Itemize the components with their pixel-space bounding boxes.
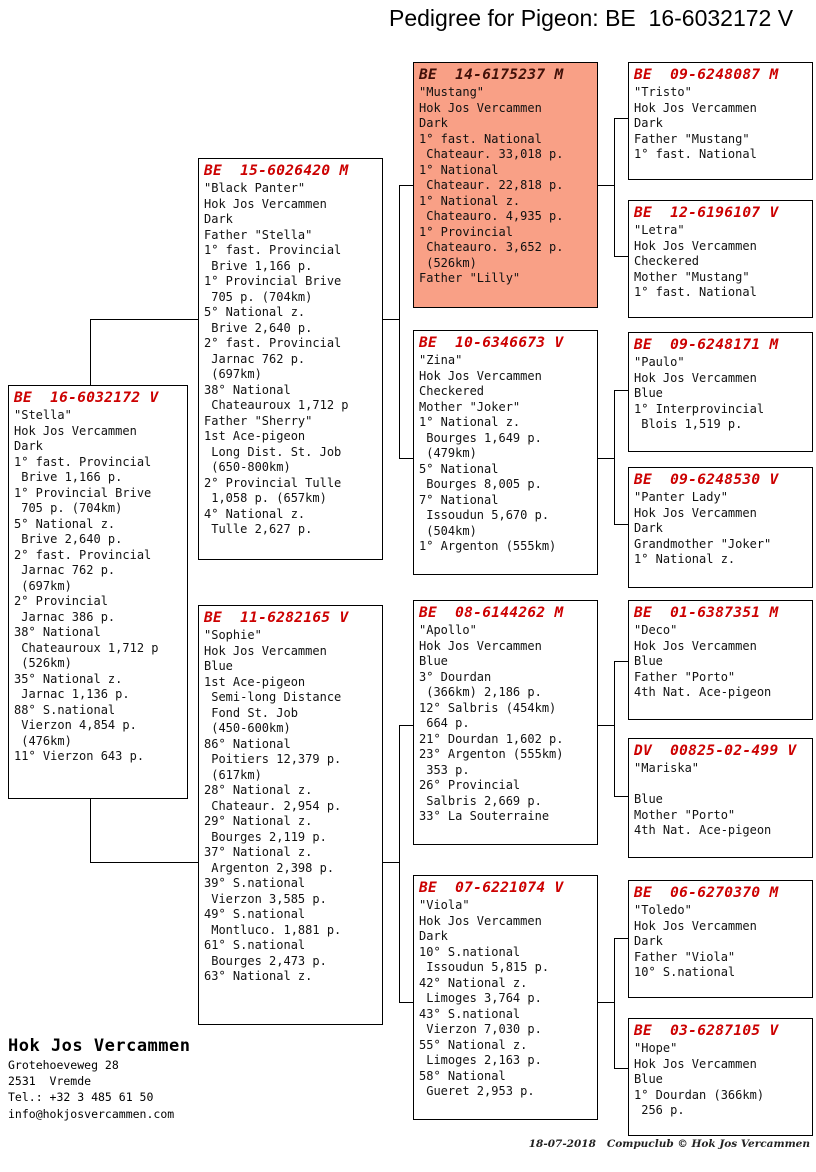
pedigree-connector-line (614, 390, 615, 525)
pedigree-text-line: Limoges 2,163 p. (419, 1053, 542, 1067)
pedigree-text-line: 1° Dourdan (366km) (634, 1087, 765, 1102)
pedigree-text-line: Brive 1,166 p. (14, 470, 123, 484)
ring-number: BE 14-6175237 M (419, 67, 564, 83)
pedigree-text-line: Fond St. Job (204, 705, 298, 720)
pedigree-text-line: "Hope" (634, 1041, 678, 1055)
loft-street: Grotehoeveweg 28 (8, 1058, 119, 1072)
pedigree-text-line: 2° Provincial Tulle (204, 475, 342, 490)
pedigree-text-line: Brive 2,640 p. (204, 320, 313, 335)
pedigree-text-line: Jarnac 762 p. (14, 563, 116, 577)
pedigree-text-line: Blue (634, 654, 663, 668)
ring-number: BE 16-6032172 V (14, 390, 159, 406)
ring-number: BE 06-6270370 M (634, 885, 779, 901)
pedigree-text-line: (476km) (14, 733, 72, 748)
pedigree-text-line: Hok Jos Vercammen (634, 370, 757, 385)
loft-phone: Tel.: +32 3 485 61 50 (8, 1090, 154, 1105)
pedigree-text-line: 86° National (204, 736, 291, 751)
pedigree-box-panterlady (628, 467, 813, 588)
pedigree-text-line: 1° fast. Provincial (204, 243, 342, 257)
pedigree-connector-line (399, 725, 400, 1003)
pedigree-text-line: (366km) 2,186 p. (419, 685, 542, 699)
pedigree-connector-line (614, 661, 615, 797)
pedigree-text-line: Montluco. 1,881 p. (204, 922, 342, 937)
pedigree-text-line: Chateaur. 22,818 p. (419, 178, 564, 192)
pedigree-text-line: 29° National z. (204, 814, 313, 828)
pedigree-text-line: "Mariska" (634, 761, 700, 775)
pedigree-text-line: Blue (634, 1072, 663, 1086)
pedigree-text-line: Checkered (634, 254, 700, 268)
pedigree-text-line: (697km) (14, 578, 72, 593)
pedigree-connector-line (614, 661, 628, 662)
pedigree-text-line: "Deco" (634, 623, 678, 637)
pedigree-box-blackpanter (198, 158, 383, 560)
pedigree-text-line: 35° National z. (14, 671, 123, 686)
pedigree-connector-line (90, 319, 198, 320)
pedigree-text-line: 1° National z. (634, 552, 736, 566)
pedigree-connector-line (598, 185, 614, 186)
pedigree-text-line: 11° Vierzon 643 p. (14, 749, 145, 763)
pedigree-box-apollo (413, 600, 598, 845)
pedigree-text-line: Poitiers 12,379 p. (204, 752, 342, 766)
pedigree-text-line: 1° fast. National (419, 131, 542, 146)
pedigree-connector-line (399, 725, 413, 726)
pedigree-box-viola (413, 875, 598, 1120)
ring-number: BE 10-6346673 V (419, 335, 564, 351)
pedigree-text-line: Chateaur. 2,954 p. (204, 798, 342, 813)
pedigree-text-line: Hok Jos Vercammen (634, 638, 757, 653)
pedigree-text-line: 256 p. (634, 1103, 685, 1117)
pedigree-connector-line (383, 862, 399, 863)
loft-contact (8, 1036, 191, 1122)
pedigree-text-line: 5° National z. (204, 305, 306, 319)
ring-number: BE 09-6248087 M (634, 67, 779, 83)
pedigree-box-zina (413, 330, 598, 575)
page-title: Pedigree for Pigeon: BE 16-6032172 V (389, 5, 794, 31)
pedigree-text-line: 1st Ace-pigeon (204, 674, 306, 689)
pedigree-box-mustang (413, 62, 598, 308)
pedigree-connector-line (614, 256, 628, 257)
pedigree-text-line: Limoges 3,764 p. (419, 991, 542, 1005)
ring-number: BE 01-6387351 M (634, 605, 779, 621)
pedigree-text-line: "Sophie" (204, 628, 262, 642)
pedigree-text-line: Semi-long Distance (204, 690, 342, 704)
pedigree-text-line: (479km) (419, 446, 477, 460)
pedigree-text-line: 10° S.national (419, 944, 521, 959)
pedigree-text-line: Chateaur. 33,018 p. (419, 147, 564, 161)
pedigree-text-line: 5° National z. (14, 516, 116, 531)
pedigree-text-line: Jarnac 762 p. (204, 351, 306, 366)
pedigree-text-line: Hok Jos Vercammen (419, 368, 542, 383)
pedigree-text-line: 39° S.national (204, 876, 306, 890)
loft-name: Hok Jos Vercammen (8, 1036, 191, 1056)
pedigree-connector-line (399, 185, 413, 186)
pedigree-box-mariska (628, 738, 813, 858)
pedigree-text-line: 353 p. (419, 762, 470, 777)
pedigree-text-line: Hok Jos Vercammen (419, 913, 542, 928)
pedigree-text-line: Blue (419, 654, 448, 668)
pedigree-text-line: 1° National z. (419, 415, 521, 429)
pedigree-text-line: 63° National z. (204, 969, 313, 983)
pedigree-box-sophie (198, 605, 383, 1025)
pedigree-text-line: 38° National (204, 382, 291, 397)
pedigree-text-line: 23° Argenton (555km) (419, 747, 564, 761)
pedigree-text-line: 43° S.national (419, 1006, 521, 1021)
pedigree-text-line: 42° National z. (419, 975, 528, 990)
pedigree-connector-line (598, 725, 614, 726)
pedigree-text-line: Hok Jos Vercammen (204, 196, 327, 211)
pedigree-text-line: Dark (634, 116, 663, 130)
pedigree-connector-line (399, 458, 413, 459)
pedigree-text-line: Mother "Mustang" (634, 269, 750, 284)
pedigree-text-line: Dark (419, 116, 448, 130)
pedigree-text-line: Father "Stella" (204, 227, 313, 242)
pedigree-text-line: 21° Dourdan 1,602 p. (419, 731, 564, 746)
pedigree-text-line: Hok Jos Vercammen (634, 100, 757, 115)
pedigree-text-line: "Black Panter" (204, 181, 306, 195)
pedigree-text-line: 58° National (419, 1068, 506, 1083)
pedigree-text-line: Issoudun 5,670 p. (419, 508, 550, 522)
pedigree-connector-line (383, 319, 399, 320)
pedigree-box-tristo (628, 62, 813, 180)
pedigree-text-line: Chateauro. 4,935 p. (419, 209, 564, 223)
pedigree-text-line: Dark (14, 439, 43, 453)
pedigree-text-line: "Zina" (419, 353, 463, 367)
pedigree-text-line: "Letra" (634, 223, 685, 237)
pedigree-text-line: Grandmother "Joker" (634, 536, 772, 551)
pedigree-text-line: "Tristo" (634, 85, 692, 99)
pedigree-connector-line (399, 185, 400, 459)
pedigree-text-line: Blois 1,519 p. (634, 417, 743, 431)
pedigree-text-line: 4th Nat. Ace-pigeon (634, 685, 772, 699)
pedigree-text-line: (526km) (14, 656, 72, 670)
pedigree-text-line: 88° S.national (14, 702, 116, 717)
pedigree-text-line: 705 p. (704km) (204, 289, 313, 304)
pedigree-text-line: Chateauroux 1,712 p (14, 640, 159, 655)
pedigree-text-line: Mother "Porto" (634, 807, 736, 822)
pedigree-text-line: 38° National (14, 625, 101, 639)
pedigree-text-line: 26° Provincial (419, 778, 521, 792)
pedigree-text-line: Mother "Joker" (419, 399, 521, 414)
pedigree-text-line: Chateauroux 1,712 p (204, 398, 349, 412)
pedigree-text-line: Hok Jos Vercammen (634, 918, 757, 933)
pedigree-connector-line (614, 118, 615, 257)
pedigree-box-toledo (628, 880, 813, 998)
pedigree-text-line: 1° Argenton (555km) (419, 539, 557, 553)
pedigree-text-line: Father "Lilly" (419, 271, 521, 285)
pedigree-text-line: 1° National (419, 162, 499, 177)
pedigree-text-line: Hok Jos Vercammen (634, 505, 757, 520)
pedigree-text-line: (697km) (204, 367, 262, 381)
pedigree-box-deco (628, 600, 813, 720)
pedigree-text-line: "Mustang" (419, 85, 485, 99)
ring-number: BE 09-6248530 V (634, 472, 779, 488)
footer-credit: 18-07-2018 Compuclub © Hok Jos Vercammen (528, 1138, 810, 1150)
pedigree-text-line: Gueret 2,953 p. (419, 1084, 535, 1098)
pedigree-text-line: Father "Porto" (634, 669, 736, 684)
pedigree-text-line: Bourges 2,119 p. (204, 829, 327, 844)
pedigree-text-line: 3° Dourdan (419, 669, 492, 684)
pedigree-text-line: "Paulo" (634, 355, 685, 369)
pedigree-text-line: Long Dist. St. Job (204, 444, 342, 459)
pedigree-text-line: Argenton 2,398 p. (204, 860, 335, 875)
pedigree-text-line: Father "Sherry" (204, 413, 313, 428)
ring-number: BE 15-6026420 M (204, 163, 349, 179)
pedigree-text-line: Father "Mustang" (634, 131, 750, 146)
pedigree-box-letra (628, 200, 813, 318)
pedigree-text-line: 1st Ace-pigeon (204, 429, 306, 443)
pedigree-text-line: Hok Jos Vercammen (419, 100, 542, 115)
pedigree-text-line: 1,058 p. (657km) (204, 491, 327, 505)
pedigree-text-line: 2° fast. Provincial (14, 547, 152, 562)
pedigree-connector-line (614, 1068, 628, 1069)
ring-number: BE 03-6287105 V (634, 1023, 779, 1039)
pedigree-box-paulo (628, 332, 813, 452)
pedigree-box-hope (628, 1018, 813, 1136)
pedigree-text-line: (650-800km) (204, 460, 291, 474)
pedigree-text-line: Dark (204, 212, 233, 226)
pedigree-connector-line (90, 862, 198, 863)
pedigree-text-line: Dark (634, 934, 663, 948)
pedigree-text-line: Vierzon 7,030 p. (419, 1022, 542, 1036)
pedigree-text-line: Brive 2,640 p. (14, 532, 123, 546)
pedigree-text-line: Blue (204, 659, 233, 673)
pedigree-text-line: Hok Jos Vercammen (14, 423, 137, 438)
pedigree-text-line: 664 p. (419, 716, 470, 730)
pedigree-connector-line (598, 1002, 614, 1003)
pedigree-text-line: 1° Provincial Brive (204, 274, 342, 288)
pedigree-text-line: 37° National z. (204, 845, 313, 859)
pedigree-text-line: 705 p. (704km) (14, 501, 123, 515)
pedigree-text-line: 61° S.national (204, 938, 306, 952)
pedigree-text-line: Bourges 1,649 p. (419, 430, 542, 445)
pedigree-text-line: 10° S.national (634, 965, 736, 979)
pedigree-text-line (634, 777, 807, 793)
ring-number: DV 00825-02-499 V (634, 743, 797, 759)
pedigree-text-line: 1° Provincial (419, 224, 513, 239)
pedigree-text-line: Blue (634, 386, 663, 400)
ring-number: BE 09-6248171 M (634, 337, 779, 353)
pedigree-text-line: 2° fast. Provincial (204, 336, 342, 350)
pedigree-text-line: Father "Viola" (634, 949, 736, 964)
pedigree-text-line: Bourges 8,005 p. (419, 477, 542, 491)
pedigree-text-line: Hok Jos Vercammen (419, 638, 542, 653)
pedigree-text-line: 12° Salbris (454km) (419, 700, 557, 715)
pedigree-text-line: Hok Jos Vercammen (634, 1056, 757, 1071)
pedigree-text-line: Checkered (419, 384, 485, 398)
pedigree-text-line: Vierzon 3,585 p. (204, 891, 327, 906)
pedigree-text-line: 28° National z. (204, 783, 313, 797)
ring-number: BE 12-6196107 V (634, 205, 779, 221)
pedigree-connector-line (90, 319, 91, 386)
pedigree-text-line: 4th Nat. Ace-pigeon (634, 823, 772, 837)
pedigree-text-line: 2° Provincial (14, 594, 108, 608)
pedigree-text-line: 4° National z. (204, 506, 306, 521)
pedigree-text-line: 1° fast. National (634, 285, 757, 299)
ring-number: BE 08-6144262 M (419, 605, 564, 621)
pedigree-connector-line (614, 938, 628, 939)
pedigree-text-line: "Toledo" (634, 903, 692, 917)
pedigree-connector-line (614, 938, 615, 1069)
pedigree-text-line: 1° Interprovincial (634, 401, 765, 416)
pedigree-connector-line (614, 118, 628, 119)
pedigree-text-line: Salbris 2,669 p. (419, 793, 542, 808)
pedigree-connector-line (399, 1002, 413, 1003)
pedigree-text-line: Hok Jos Vercammen (634, 238, 757, 253)
loft-city: 2531 Vremde (8, 1074, 92, 1089)
loft-email: info@hokjosvercammen.com (8, 1106, 175, 1121)
pedigree-text-line: Hok Jos Vercammen (204, 643, 327, 658)
pedigree-text-line: "Viola" (419, 898, 470, 912)
pedigree-text-line: (526km) (419, 255, 477, 270)
pedigree-text-line: Jarnac 1,136 p. (14, 687, 130, 701)
pedigree-text-line: 55° National z. (419, 1037, 528, 1052)
pedigree-text-line: 33° La Souterraine (419, 809, 550, 823)
pedigree-text-line: (617km) (204, 767, 262, 782)
pedigree-connector-line (614, 524, 628, 525)
ring-number: BE 11-6282165 V (204, 610, 349, 626)
pedigree-text-line: Blue (634, 792, 663, 806)
pedigree-text-line: 5° National (419, 461, 499, 476)
pedigree-text-line: Brive 1,166 p. (204, 258, 313, 273)
pedigree-text-line: Dark (419, 929, 448, 943)
pedigree-text-line: "Apollo" (419, 623, 477, 637)
pedigree-text-line: (504km) (419, 523, 477, 538)
ring-number: BE 07-6221074 V (419, 880, 564, 896)
pedigree-text-line: Vierzon 4,854 p. (14, 718, 137, 732)
pedigree-text-line: "Panter Lady" (634, 490, 728, 504)
pedigree-text-line: Bourges 2,473 p. (204, 953, 327, 968)
pedigree-text-line: 7° National (419, 492, 499, 507)
pedigree-text-line: 49° S.national (204, 907, 306, 921)
pedigree-connector-line (614, 796, 628, 797)
pedigree-text-line: Chateauro. 3,652 p. (419, 240, 564, 254)
pedigree-text-line: 1° fast. National (634, 147, 757, 161)
pedigree-text-line: Jarnac 386 p. (14, 609, 116, 624)
pedigree-connector-line (614, 390, 628, 391)
pedigree-connector-line (90, 799, 91, 863)
pedigree-connector-line (598, 458, 614, 459)
pedigree-text-line: Dark (634, 521, 663, 535)
pedigree-text-line: 1° National z. (419, 193, 521, 208)
pedigree-text-line: Tulle 2,627 p. (204, 522, 313, 536)
pedigree-text-line: 1° fast. Provincial (14, 454, 152, 469)
pedigree-text-line: 1° Provincial Brive (14, 485, 152, 500)
pedigree-text-line: "Stella" (14, 408, 72, 422)
pedigree-text-line: (450-600km) (204, 721, 291, 735)
pedigree-box-stella (8, 385, 188, 799)
pedigree-text-line: Issoudun 5,815 p. (419, 960, 550, 974)
